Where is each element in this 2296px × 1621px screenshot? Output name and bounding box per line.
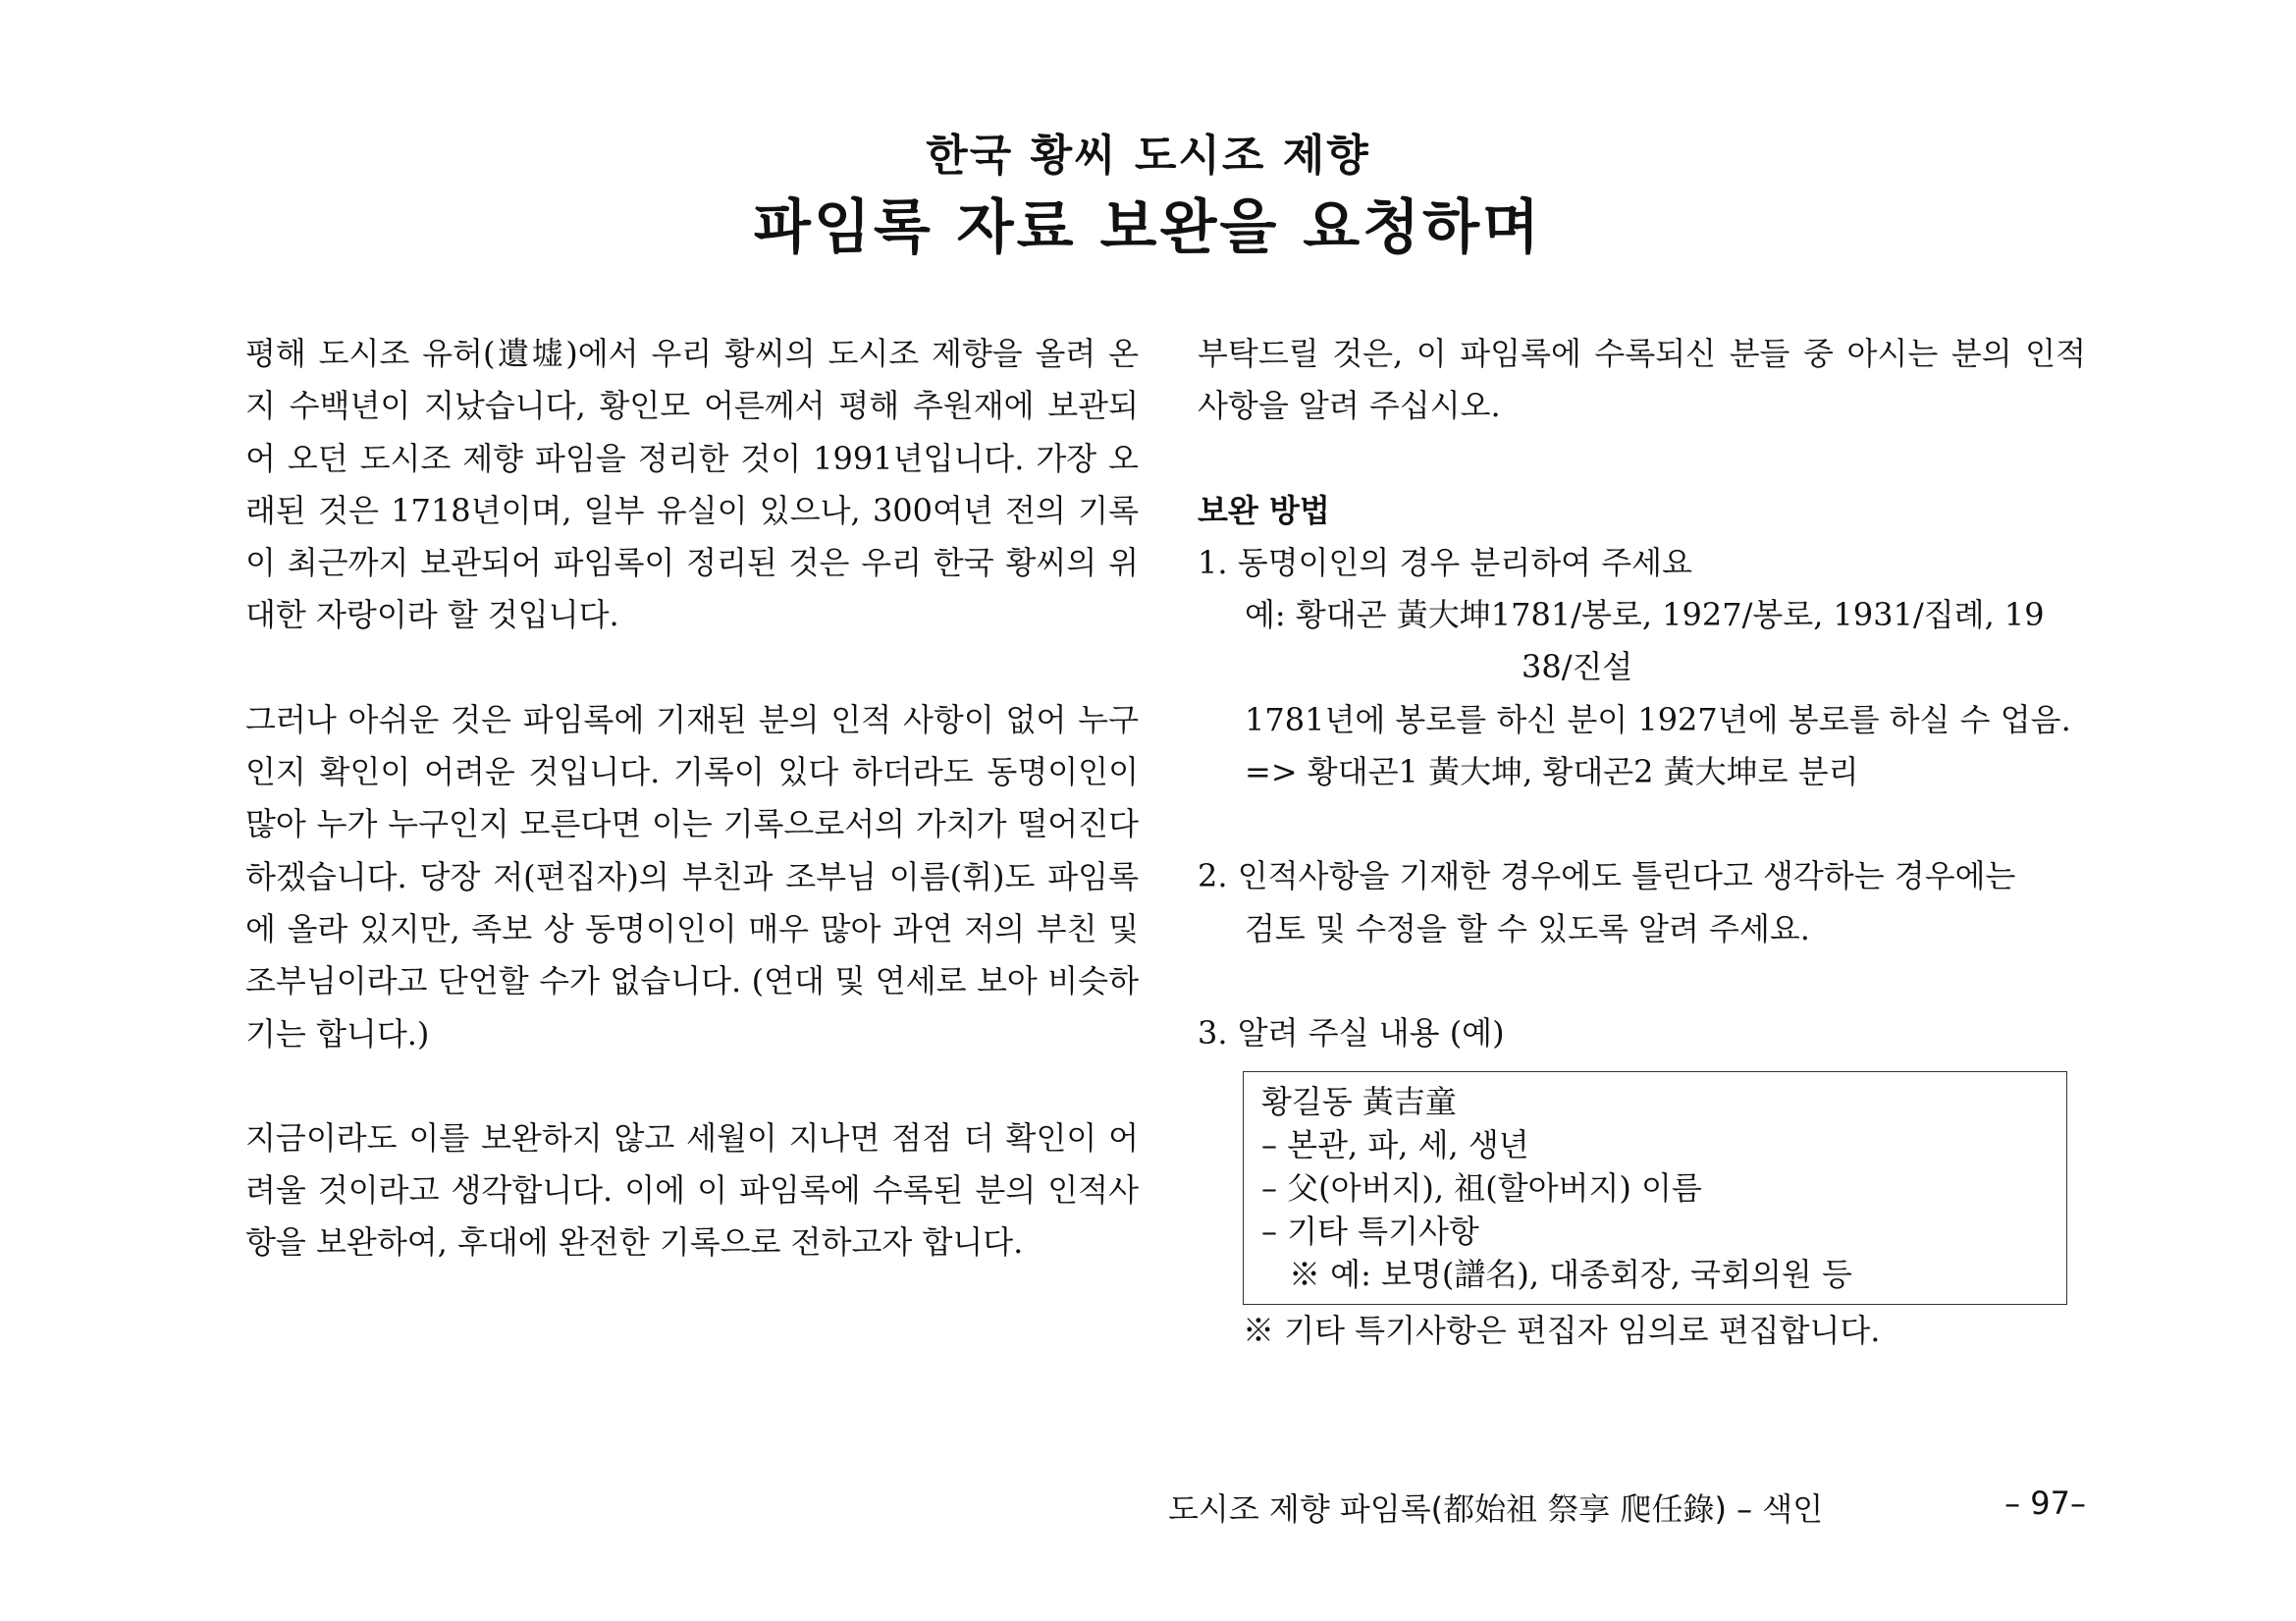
left-paragraph-1: 평해 도시조 유허(遺墟)에서 우리 황씨의 도시조 제향을 올려 온지 수백년이 지났습니다, 황인모 어른께서 평해 추원재에 보관되어 오던 도시조 제향 파임을 정리한 것이 1991년입니다. 가장 오래된 것은 1718년이며, 일부 유실이 있으나, 300여년 전의 기록이 최근까지 보관되어 파임록이 정리된 것은 우리 한국 황씨의 위대한 자랑이라 할 것입니다. [245,335,1139,634]
item1-result: => 황대곤1 黃大坤, 황대곤2 黃大坤로 분리 [1245,753,1859,791]
item1-example-line1: 예: 황대곤 黃大坤1781/봉로, 1927/봉로, 1931/집례, 19 [1245,596,2045,634]
example-line-remarks: – 기타 특기사항 [1261,1213,1479,1251]
left-column [245,328,1139,1322]
item1-explanation: 1781년에 봉로를 하신 분이 1927년에 봉로를 하실 수 업음. [1245,700,2071,738]
left-paragraph-2: 그러나 아쉬운 것은 파임록에 기재된 분의 인적 사항이 없어 누구인지 확인이 어려운 것입니다. 기록이 있다 하더라도 동명이인이 많아 누가 누구인지 모른다면 이는 기록으로서의 가치가 떨어진다 하겠습니다. 당장 저(편집자)의 부친과 조부님 이름(휘)도 파임록에 올라 있지만, 족보 상 동명이인이 매우 많아 과연 저의 부친 및 조부님이라고 단언할 수가 없습니다. (연대 및 연세로 보아 비슷하기는 합니다.) [245,700,1139,1053]
page-footer [1168,1485,2086,1530]
example-line-origin: – 본관, 파, 세, 생년 [1261,1126,1529,1164]
page-number: – 97– [2004,1485,2086,1522]
item2-line1: 2. 인적사항을 기재한 경우에도 틀린다고 생각하는 경우에는 [1198,857,2016,895]
footer-title: 도시조 제향 파임록(都始祖 祭享 爬任錄) – 색인 [1168,1490,1824,1528]
item1-title: 1. 동명이인의 경우 분리하여 주세요 [1198,543,1692,581]
editor-note: ※ 기타 특기사항은 편집자 임의로 편집합니다. [1243,1312,1881,1350]
item1-example-line2: 38/진설 [1522,648,1633,686]
right-column [1198,328,2086,1358]
example-box [1243,1071,2067,1305]
left-paragraph-3: 지금이라도 이를 보완하지 않고 세월이 지나면 점점 더 확인이 어려울 것이라고 생각합니다. 이에 이 파임록에 수록된 분의 인적사항을 보완하여, 후대에 완전한 기록으로 전하고자 합니다. [245,1118,1139,1262]
intro-paragraph: 부탁드릴 것은, 이 파임록에 수록되신 분들 중 아시는 분의 인적 사항을 알려 주십시오. [1198,335,2086,425]
item2-line2: 검토 및 수정을 할 수 있도록 알려 주세요. [1245,909,1810,947]
item3-title: 3. 알려 주실 내용 (예) [1198,1013,1505,1052]
example-name: 황길동 黃吉童 [1261,1083,1457,1121]
page-title-line2: 파임록 자료 보완을 요청하며 [753,193,1543,262]
example-line-parents: – 父(아버지), 祖(할아버지) 이름 [1261,1169,1702,1208]
method-heading: 보완 방법 [1198,491,1330,529]
page-title-line1: 한국 황씨 도시조 제향 [926,131,1370,181]
example-line-note: ※ 예: 보명(譜名), 대종회장, 국회의원 등 [1289,1256,1852,1294]
